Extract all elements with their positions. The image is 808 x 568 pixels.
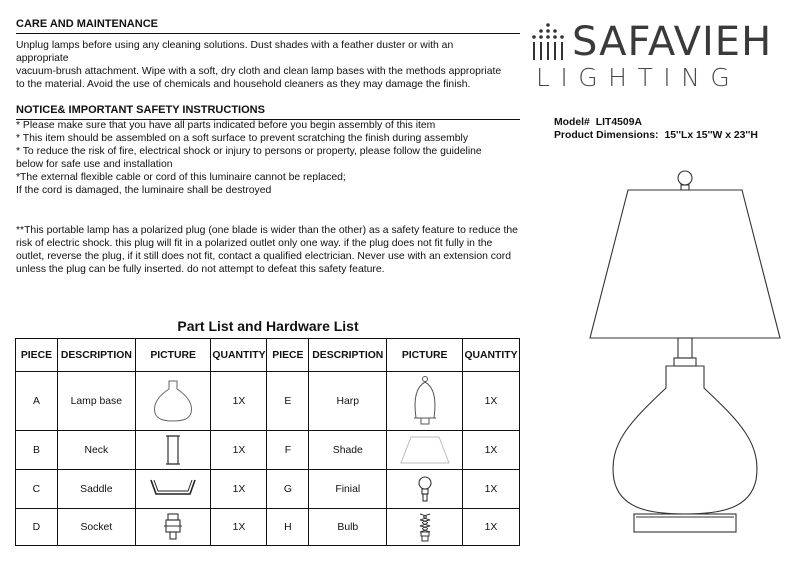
parts-table [15, 338, 520, 546]
notice-line: *The external flexible cable or cord of this luminaire cannot be replaced; [16, 172, 346, 183]
quantity-cell: 1X [463, 509, 520, 546]
piece-cell: H [267, 509, 309, 546]
care-line: vacuum-brush attachment. Wipe with a soft, dry cloth and clean lamp bases with the methods appropriate [16, 66, 502, 77]
neck-icon [163, 433, 183, 467]
quantity-cell: 1X [463, 470, 520, 509]
model-number [554, 116, 642, 129]
quantity-cell: 1X [211, 431, 267, 470]
table-row [16, 431, 520, 470]
notice-line: * This item should be assembled on a soft surface to prevent scratching the finish during assembly [16, 133, 469, 144]
care-line: appropriate [16, 53, 69, 64]
parts-list-title: Part List and Hardware List [177, 318, 359, 334]
dimensions-label: Product Dimensions: [554, 130, 659, 141]
table-row [16, 372, 520, 431]
piece-cell: D [16, 509, 58, 546]
description-cell: Lamp base [57, 372, 135, 431]
finial-icon [415, 474, 435, 504]
header-picture: PICTURE [387, 339, 463, 372]
care-line: to the material. Avoid the use of chemicals and household cleaners as they may damage the finish. [16, 79, 471, 90]
piece-cell: A [16, 372, 58, 431]
picture-cell [135, 509, 211, 546]
quantity-cell: 1X [211, 470, 267, 509]
piece-cell: B [16, 431, 58, 470]
logo-sub: LIGHTING [536, 63, 741, 92]
notice-line: If the cord is damaged, the luminaire shall be destroyed [16, 185, 272, 196]
piece-cell: E [267, 372, 309, 431]
shade-icon [397, 434, 453, 466]
piece-cell: G [267, 470, 309, 509]
model-value: LIT4509A [595, 117, 642, 128]
model-label: Model# [554, 117, 590, 128]
logo-mark-icon [530, 22, 566, 62]
header-picture: PICTURE [135, 339, 211, 372]
picture-cell [135, 470, 211, 509]
table-row [16, 470, 520, 509]
harp-icon [410, 376, 440, 426]
header-quantity: QUANTITY [211, 339, 267, 372]
description-cell: Saddle [57, 470, 135, 509]
notice-line: * To reduce the risk of fire, electrical shock or injury to persons or property, please follow the guideline [16, 146, 482, 157]
care-line: Unplug lamps before using any cleaning solutions. Dust shades with a feather duster or with an [16, 40, 454, 51]
piece-cell: C [16, 470, 58, 509]
bulb-icon [415, 511, 435, 543]
picture-cell [387, 470, 463, 509]
description-cell: Shade [309, 431, 387, 470]
notice-line: below for safe use and installation [16, 159, 173, 170]
picture-cell [387, 431, 463, 470]
lamp-base-icon [151, 379, 195, 423]
header-piece: PIECE [267, 339, 309, 372]
picture-cell [387, 509, 463, 546]
table-header-row [16, 339, 520, 372]
logo-brand: SAFAVIEH [572, 19, 773, 65]
dimensions-value: 15''Lx 15''W x 23''H [664, 130, 758, 141]
lamp-illustration [570, 162, 800, 542]
header-quantity: QUANTITY [463, 339, 520, 372]
picture-cell [387, 372, 463, 431]
quantity-cell: 1X [211, 509, 267, 546]
picture-cell [135, 372, 211, 431]
quantity-cell: 1X [211, 372, 267, 431]
notice-line: * Please make sure that you have all parts indicated before you begin assembly of this item [16, 120, 436, 131]
header-piece: PIECE [16, 339, 58, 372]
description-cell: Bulb [309, 509, 387, 546]
table-row [16, 509, 520, 546]
polarized-plug-note: **This portable lamp has a polarized plug (one blade is wider than the other) as a safety feature to reduce the risk of electric shock. this plug will fit in a polarized outlet only one way. if the plug does not fit fully in the outlet, reverse the plug, if it still does not fit, contact a qualified electrician. Never use with an extension cord unless the plug can be fully inserted. do not attempt to defeat this safety feature. [16, 225, 518, 275]
product-dimensions [554, 129, 758, 142]
description-cell: Harp [309, 372, 387, 431]
safavieh-logo [530, 20, 800, 94]
care-text [16, 39, 520, 91]
quantity-cell: 1X [463, 431, 520, 470]
picture-cell [135, 431, 211, 470]
description-cell: Finial [309, 470, 387, 509]
quantity-cell: 1X [463, 372, 520, 431]
description-cell: Neck [57, 431, 135, 470]
notice-heading: NOTICE& IMPORTANT SAFETY INSTRUCTIONS [16, 104, 520, 120]
socket-icon [162, 512, 184, 542]
care-heading: CARE AND MAINTENANCE [16, 18, 520, 34]
notice-text [16, 119, 520, 197]
header-description: DESCRIPTION [309, 339, 387, 372]
piece-cell: F [267, 431, 309, 470]
header-description: DESCRIPTION [57, 339, 135, 372]
saddle-icon [148, 476, 198, 502]
description-cell: Socket [57, 509, 135, 546]
